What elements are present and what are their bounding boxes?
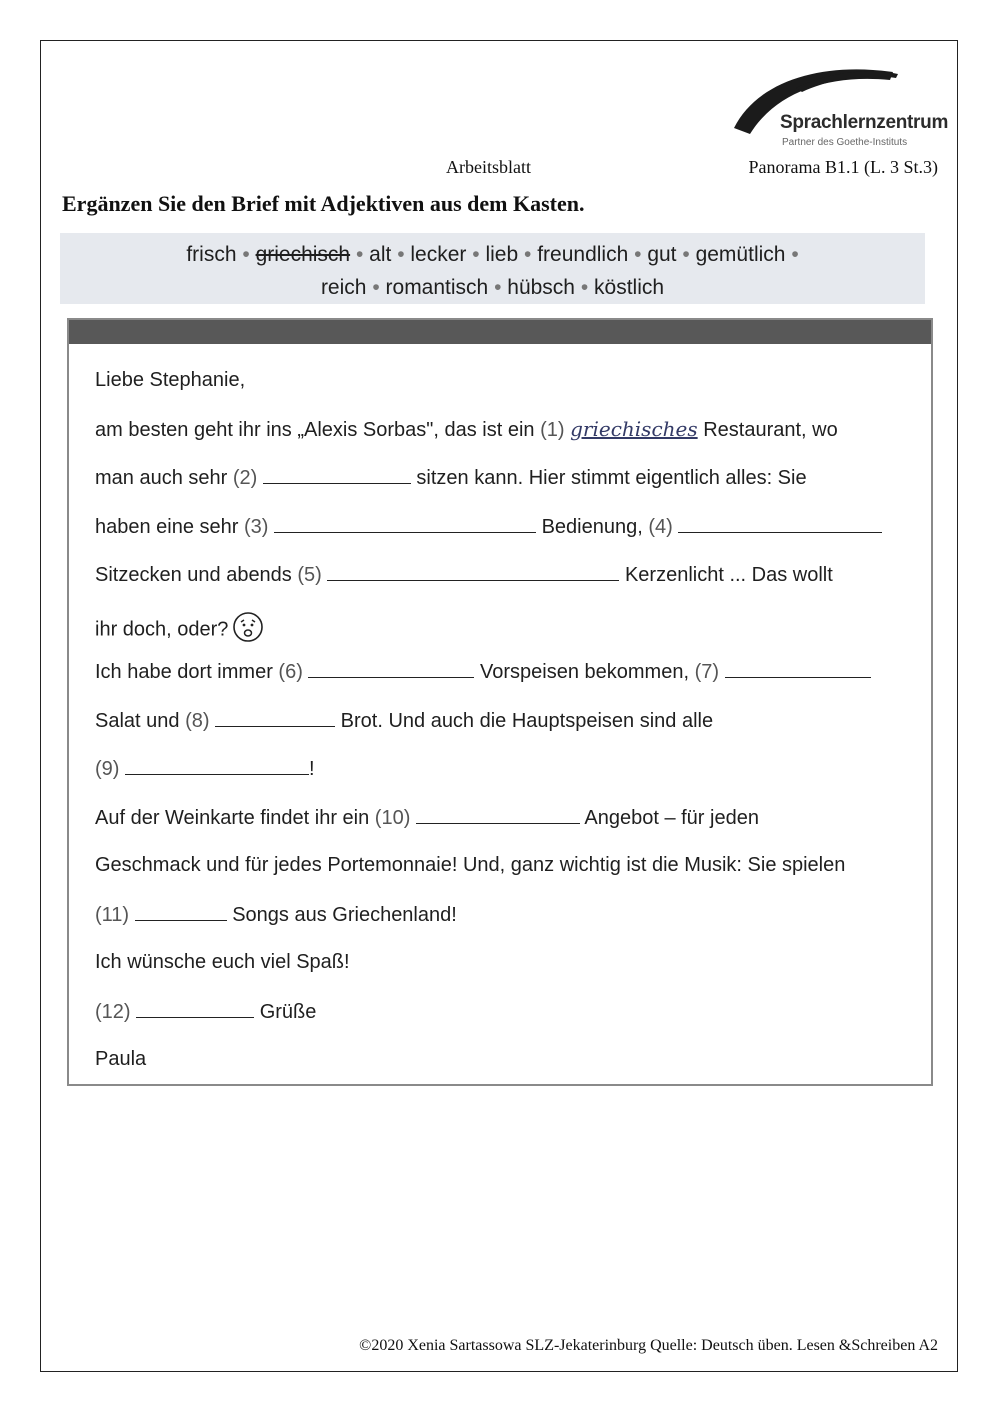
gap-number: (10) [374,807,411,829]
instruction: Ergänzen Sie den Brief mit Adjektiven aus dem Kasten. [62,191,585,216]
blank-3[interactable] [274,514,536,533]
gap-number: (6) [278,661,303,683]
word-box [60,233,925,304]
blank-10[interactable] [416,805,580,824]
letter-box [67,318,933,1086]
blank-4[interactable] [678,514,882,533]
word: freundlich [537,243,629,266]
header-worksheet-label: Arbeitsblatt [446,157,531,177]
gap-number: (2) [232,467,258,489]
separator: • [634,243,642,266]
separator: • [472,243,480,266]
word: romantisch [385,276,489,299]
gap-number: (8) [185,710,210,732]
word: reich [320,276,367,299]
blank-5[interactable] [327,562,619,581]
word: hübsch [507,276,575,299]
header-course-reference: Panorama B1.1 (L. 3 St.3) [748,157,938,177]
word-struck: griechisch [255,243,351,266]
word: köstlich [594,276,665,299]
gap-number: (3) [244,516,269,538]
separator: • [791,243,799,266]
separator: • [524,243,532,266]
gap-number: (5) [297,564,322,586]
word: gemütlich [695,243,786,266]
separator: • [494,276,502,299]
word-line-2 [60,276,925,300]
letter-line: Ich wünsche euch viel Spaß! [95,951,350,973]
blank-2[interactable] [263,465,411,484]
separator: • [580,276,589,299]
separator: • [242,243,250,266]
word-line-1 [60,243,925,267]
gap-number: (11) [95,904,130,926]
separator: • [372,276,380,299]
word: lieb [485,243,519,266]
letter-line: Salat und (8) Brot. Und auch die Hauptspeisen sind alle [95,710,714,732]
blank-6[interactable] [308,659,474,678]
separator: • [397,243,405,266]
logo-name: Sprachlernzentrum [780,112,949,133]
letter-line: Sitzecken und abends (5) Kerzenlicht ... Das wollt [95,564,833,586]
blank-11[interactable] [135,902,227,921]
letter-line: ihr doch, oder? [95,611,264,649]
letter-line: (11) Songs aus Griechenland! [95,904,457,926]
letter-line: Geschmack und für jedes Portemonnaie! Und, ganz wichtig ist die Musik: Sie spielen [95,854,846,876]
gap-number: (12) [95,1001,131,1023]
letter-header-bar [69,320,931,344]
blank-8[interactable] [215,708,335,727]
separator: • [682,243,690,266]
letter-line: Auf der Weinkarte findet ihr ein (10) Angebot – für jeden [95,807,759,829]
gap-number: (9) [95,758,120,780]
separator: • [355,243,364,266]
gap-number: (4) [648,516,673,538]
blank-9[interactable] [125,756,309,775]
footer-copyright: ©2020 Xenia Sartassowa SLZ-Jekaterinburg Quelle: Deutsch üben. Lesen &Schreiben A2 [359,1337,938,1354]
logo [728,58,949,153]
letter-line: am besten geht ihr ins „Alexis Sorbas", das ist ein (1) griechisches Restaurant, wo [95,417,838,441]
smiley-face-icon [232,611,264,649]
letter-greeting: Liebe Stephanie, [95,369,246,391]
logo-subtitle: Partner des Goethe-Instituts [782,137,908,148]
letter-line: Ich habe dort immer (6) Vorspeisen bekommen, (7) [95,659,871,684]
gap-number: (1) [540,419,565,441]
gap-number: (7) [694,661,720,683]
blank-7[interactable] [725,659,871,678]
blank-12[interactable] [136,999,254,1018]
word: lecker [410,243,467,266]
letter-line: haben eine sehr (3) Bedienung, (4) [95,514,882,539]
letter-line: (9) ! [95,758,315,780]
word: gut [647,243,677,266]
example-answer: griechisches [570,417,698,441]
letter-signature: Paula [95,1048,147,1070]
letter-line: (12) Grüße [95,1001,317,1023]
word: alt [369,243,392,266]
letter-line: man auch sehr (2) sitzen kann. Hier stimmt eigentlich alles: Sie [95,467,807,489]
word: frisch [186,243,237,266]
